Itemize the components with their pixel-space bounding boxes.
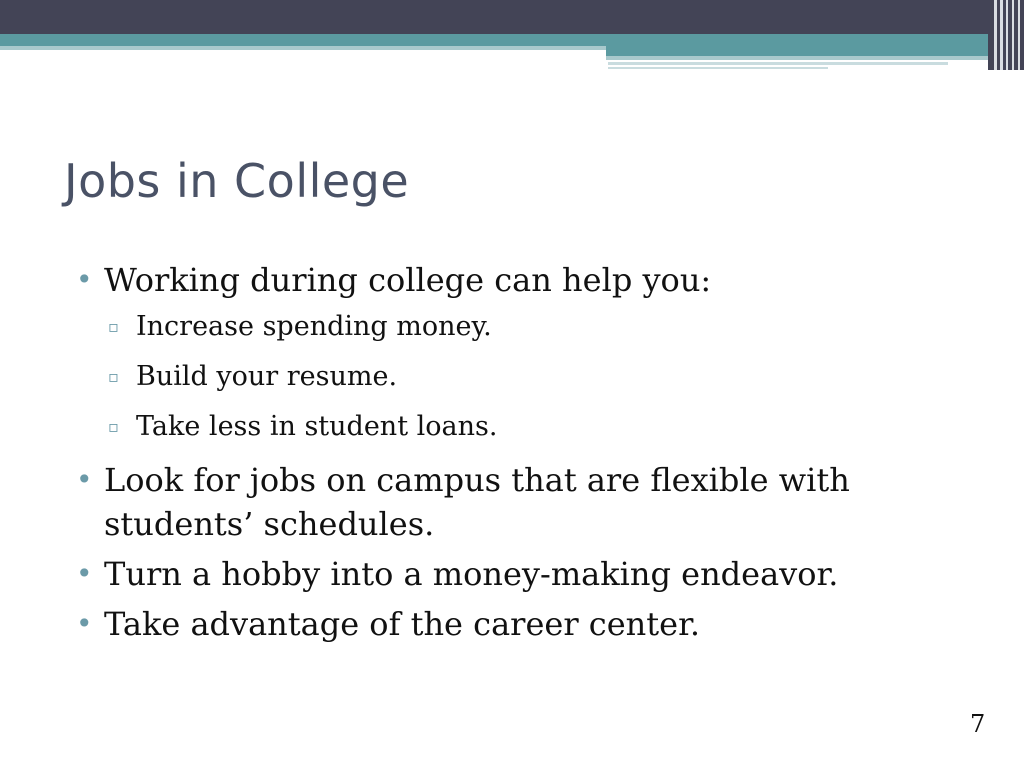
sub-bullet-marker: ▫	[108, 367, 119, 386]
bullet-list	[74, 258, 954, 652]
page-number: 7	[970, 710, 986, 738]
header-light-band	[0, 46, 610, 50]
sub-bullet-text: Build your resume.	[136, 361, 398, 392]
header-corner-stripe	[1012, 0, 1014, 70]
sub-bullet-text: Take less in student loans.	[136, 411, 498, 442]
bullet-marker: •	[76, 463, 93, 496]
bullet-text: Working during college can help you:	[104, 261, 712, 299]
header-corner-stripe	[1018, 0, 1020, 70]
sub-bullet-list	[74, 308, 954, 446]
header-corner-stripe	[994, 0, 997, 70]
header-right-line	[608, 67, 828, 69]
bullet-item	[74, 602, 954, 646]
bullet-text: Look for jobs on campus that are flexible with students’ schedules.	[104, 461, 850, 543]
header-corner-stripe	[1006, 0, 1008, 70]
header-bar	[0, 0, 1024, 34]
sub-bullet-item	[74, 358, 954, 396]
header-right-step	[606, 46, 1024, 56]
header-right-line	[608, 62, 948, 65]
bullet-item	[74, 258, 954, 302]
header-corner-stripe	[1000, 0, 1003, 70]
sub-bullet-marker: ▫	[108, 317, 119, 336]
bullet-item	[74, 458, 954, 546]
sub-bullet-item	[74, 308, 954, 346]
bullet-marker: •	[76, 557, 93, 590]
slide-title: Jobs in College	[64, 154, 410, 208]
bullet-marker: •	[76, 607, 93, 640]
sub-bullet-marker: ▫	[108, 417, 119, 436]
sub-bullet-text: Increase spending money.	[136, 311, 492, 342]
header-right-step-light	[606, 56, 1006, 60]
bullet-item	[74, 552, 954, 596]
bullet-text: Turn a hobby into a money-making endeavor.	[104, 555, 839, 593]
bullet-text: Take advantage of the career center.	[104, 605, 701, 643]
bullet-marker: •	[76, 263, 93, 296]
sub-bullet-item	[74, 408, 954, 446]
header-accent-band	[0, 34, 1024, 46]
